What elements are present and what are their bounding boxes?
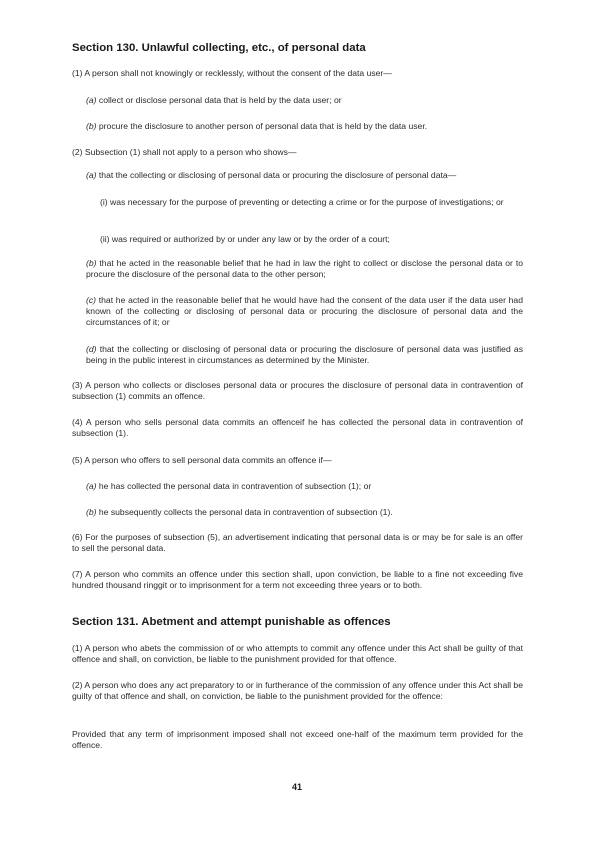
clause-text: he subsequently collects the personal data in contravention of subsection (1). (98, 507, 393, 517)
clause-marker: (a) (86, 95, 97, 105)
clause-text: that the collecting or disclosing of personal data or procuring the disclosure of personal data was justified as being in the public interest in circumstances as determined by the Minister. (86, 344, 524, 365)
s130-paragraph-3: (3) A person who collects or discloses personal data or procures the disclosure of personal data in contravention of subsection (1) commits an offence. (72, 380, 523, 401)
clause-text: collect or disclose personal data that is held by the data user; or (98, 95, 342, 105)
clause-marker: (d) (86, 344, 97, 354)
s130-paragraph-2c (86, 295, 523, 328)
s130-paragraph-5a (86, 481, 523, 492)
s131-paragraph-1: (1) A person who abets the commission of or who attempts to commit any offence under this Act shall be guilty of that offence and shall, on conviction, be liable to the punishment provided for that offence. (72, 643, 523, 664)
clause-marker: (b) (86, 507, 97, 517)
s130-paragraph-1b (86, 121, 523, 132)
s130-paragraph-5b (86, 507, 523, 518)
s130-paragraph-2a-i: (i) was necessary for the purpose of preventing or detecting a crime or for the purpose of investigations; or (100, 197, 504, 207)
page-number: 41 (292, 782, 303, 792)
section-130-heading: Section 130. Unlawful collecting, etc., of personal data (72, 42, 366, 54)
clause-marker: (b) (86, 258, 97, 268)
s130-paragraph-1: (1) A person shall not knowingly or recklessly, without the consent of the data user— (72, 68, 392, 78)
s130-paragraph-1a (86, 95, 523, 106)
section-131-heading: Section 131. Abetment and attempt punishable as offences (72, 616, 391, 628)
s130-paragraph-2b (86, 258, 523, 280)
s130-paragraph-7: (7) A person who commits an offence under this section shall, upon conviction, be liable to a fine not exceeding five hundred thousand ringgit or to imprisonment for a term not exceeding three years or to both. (72, 569, 523, 590)
s130-paragraph-2: (2) Subsection (1) shall not apply to a person who shows— (72, 147, 297, 157)
s130-paragraph-2d (86, 344, 523, 366)
s130-paragraph-2a (86, 170, 523, 181)
clause-text: procure the disclosure to another person of personal data that is held by the data user. (98, 121, 428, 131)
s130-paragraph-2a-ii: (ii) was required or authorized by or under any law or by the order of a court; (100, 234, 390, 244)
clause-marker: (c) (86, 295, 97, 305)
clause-marker: (b) (86, 121, 97, 131)
clause-text: that he acted in the reasonable belief that he had in law the right to collect or disclose the personal data or to procure the disclosure of the personal data to the other person; (86, 258, 523, 279)
s130-paragraph-4: (4) A person who sells personal data commits an offenceif he has collected the personal data in contravention of subsection (1). (72, 417, 523, 438)
s130-paragraph-5: (5) A person who offers to sell personal data commits an offence if— (72, 455, 332, 465)
clause-text: that he acted in the reasonable belief that he would have had the consent of the data user if the data user had known of the collecting or disclosing of personal data or procuring the disclosure of personal data and the circumstances of it; or (86, 295, 523, 327)
clause-marker: (a) (86, 170, 97, 180)
clause-marker: (a) (86, 481, 97, 491)
clause-text: that the collecting or disclosing of personal data or procuring the disclosure of personal data— (98, 170, 457, 180)
clause-text: he has collected the personal data in contravention of subsection (1); or (98, 481, 372, 491)
s131-proviso: Provided that any term of imprisonment imposed shall not exceed one-half of the maximum term provided for the offence. (72, 729, 523, 750)
s131-paragraph-2: (2) A person who does any act preparatory to or in furtherance of the commission of any offence under this Act shall be guilty of that offence and shall, on conviction, be liable to the punishment provided for the offence: (72, 680, 523, 701)
s130-paragraph-6: (6) For the purposes of subsection (5), an advertisement indicating that personal data is or may be for sale is an offer to sell the personal data. (72, 532, 523, 553)
